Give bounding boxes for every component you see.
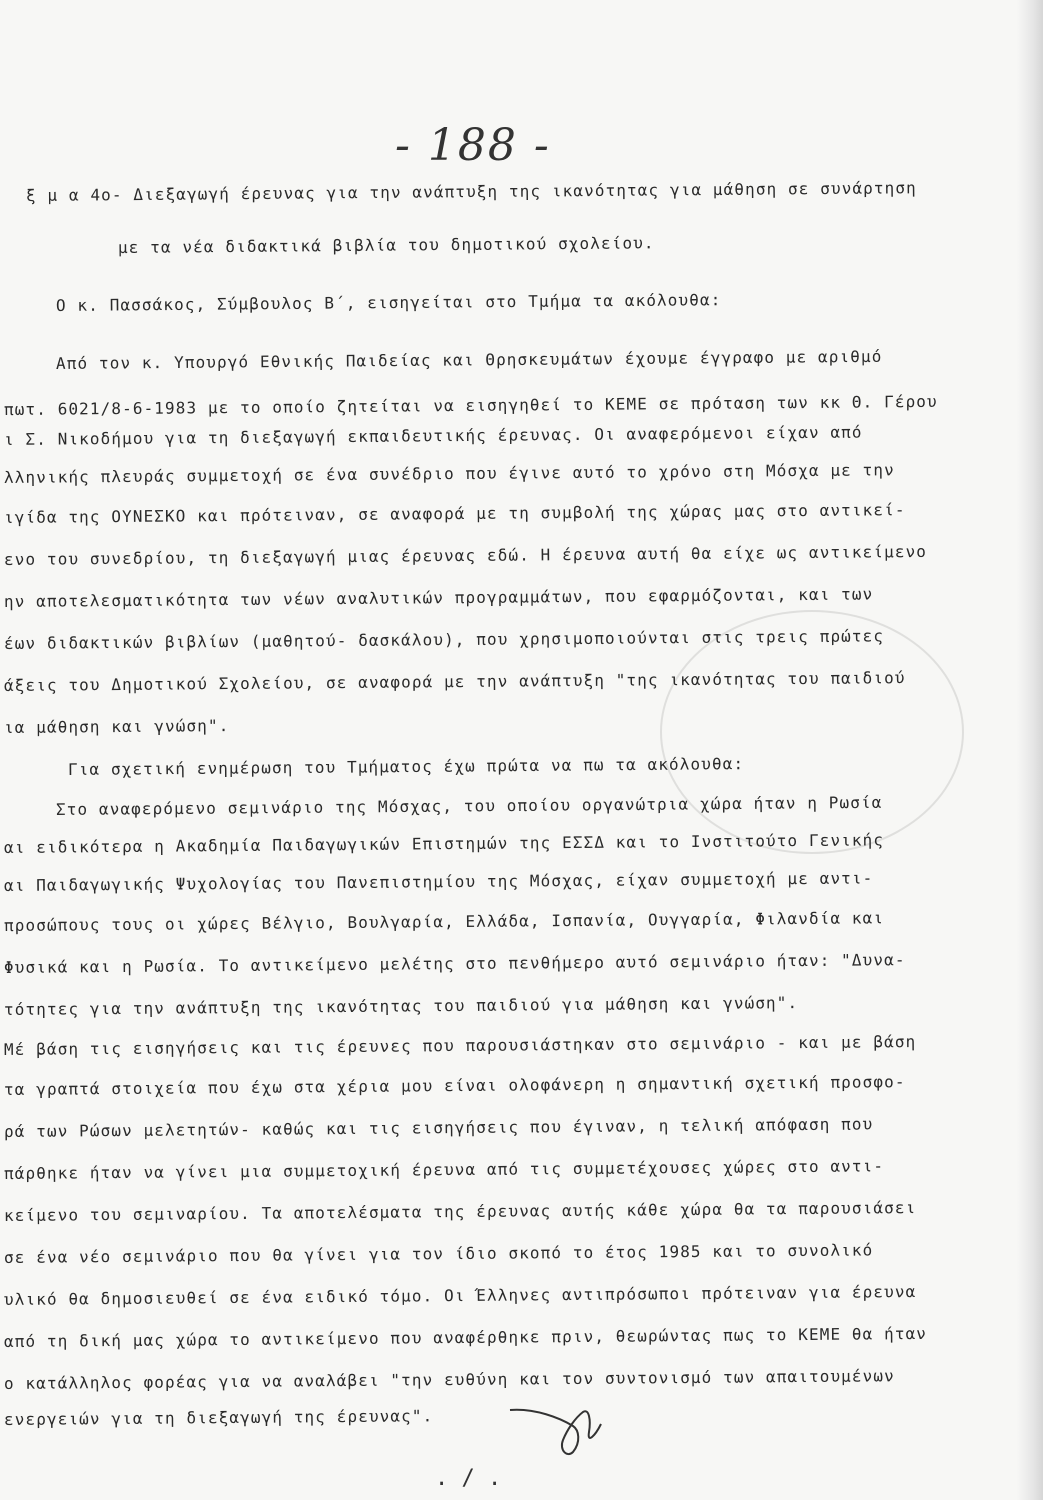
text-line: πάρθηκε ήταν να γίνει μια συμμετοχική έρευνα από τις συμμετέχουσες χώρες στο αντι- — [3, 1156, 885, 1183]
text-line: υλικό θα δημοσιευθεί σε ένα ειδικό τόμο. Οι Έλληνες αντιπρόσωποι πρότειναν για έρευνα — [3, 1282, 917, 1309]
text-line: Φυσικά και η Ρωσία. Το αντικείμενο μελέτης στο πενθήμερο αυτό σεμινάριο ήταν: "Δυνα- — [3, 950, 906, 977]
text-line: τότητες για την ανάπτυξη της ικανότητας του παιδιού για μάθηση και γνώση". — [3, 993, 799, 1019]
page-number: - 188 - — [395, 120, 551, 171]
text-line: ια μάθηση και γνώση". — [3, 716, 230, 737]
text-line: ρά των Ρώσων μελετητών- καθώς και τις εισηγήσεις που έγιναν, η τελική απόφαση που — [3, 1114, 874, 1141]
text-line: πωτ. 6021/8-6-1983 με το οποίο ζητείται να εισηγηθεί το ΚΕΜΕ σε πρόταση των κκ Θ. Γέρου — [3, 391, 938, 419]
text-line: έων διδακτικών βιβλίων (μαθητού- δασκάλου), που χρησιμοποιούνται στις τρεις πρώτες — [3, 626, 885, 653]
text-line: Από τον κ. Υπουργό Εθνικής Παιδείας και Θρησκευμάτων έχουμε έγγραφο με αριθμό — [55, 346, 883, 373]
text-line: Ο κ. Πασσάκος, Σύμβουλος Β΄, εισηγείται στο Τμήμα τα ακόλουθα: — [55, 290, 722, 315]
text-line: αι ειδικότερα η Ακαδημία Παιδαγωγικών Επιστημών της ΕΣΣΔ και το Ινστιτούτο Γενικής — [3, 830, 885, 857]
text-line: ενεργειών για τη διεξαγωγή της έρευνας". — [3, 1406, 434, 1429]
text-line: σε ένα νέο σεμινάριο που θα γίνει για τον ίδιο σκοπό το έτος 1985 και το συνολικό — [3, 1240, 874, 1267]
text-line: Μέ βάση τις εισηγήσεις και τις έρευνες που παρουσιάστηκαν στο σεμινάριο - και με βάση — [3, 1032, 917, 1059]
text-line: Στο αναφερόμενο σεμινάριο της Μόσχας, του οποίου οργανώτρια χώρα ήταν η Ρωσία — [55, 792, 883, 819]
page-edge-shadow — [1017, 0, 1043, 1500]
text-line: ενο του συνεδρίου, τη διεξαγωγή μιας έρευνας εδώ. Η έρευνα αυτή θα είχε ως αντικείμενο — [3, 541, 928, 569]
text-line: κείμενο του σεμιναρίου. Τα αποτελέσματα της έρευνας αυτής κάθε χώρα θα τα παρουσιάσει — [3, 1198, 917, 1225]
text-line: με τα νέα διδακτικά βιβλία του δημοτικού σχολείου. — [117, 233, 655, 257]
text-line: άξεις του Δημοτικού Σχολείου, σε αναφορά με την ανάπτυξη "της ικανότητας του παιδιού — [3, 668, 906, 695]
text-line: ξ μ α 4ο- Διεξαγωγή έρευνας για την ανάπτυξη της ικανότητας για μάθηση σε συνάρτηση — [25, 178, 917, 205]
text-line: ο κατάλληλος φορέας για να αναλάβει "την ευθύνη και τον συντονισμό των απαιτουμένων — [3, 1366, 895, 1393]
continuation-mark: . / . — [435, 1466, 502, 1491]
text-line: τα γραπτά στοιχεία που έχω στα χέρια μου είναι ολοφάνερη η σημαντική σχετική προσφο- — [3, 1072, 906, 1099]
signature-mark — [505, 1390, 615, 1460]
text-line: ι Σ. Νικοδήμου για τη διεξαγωγή εκπαιδευτικής έρευνας. Οι αναφερόμενοι είχαν από — [3, 422, 863, 449]
text-line: λληνικής πλευράς συμμετοχή σε ένα συνέδριο που έγινε αυτό το χρόνο στη Μόσχα με την — [3, 460, 895, 487]
text-line: προσώπους τους οι χώρες Βέλγιο, Βουλγαρία, Ελλάδα, Ισπανία, Ουγγαρία, Φιλανδία και — [3, 908, 885, 935]
text-line: ιγίδα της ΟΥΝΕΣΚΟ και πρότειναν, σε αναφορά με τη συμβολή της χώρας μας στο αντικεί- — [3, 500, 906, 527]
text-line: Για σχετική ενημέρωση του Τμήματος έχω πρώτα να πω τα ακόλουθα: — [67, 754, 745, 779]
text-line: ην αποτελεσματικότητα των νέων αναλυτικών προγραμμάτων, που εφαρμόζονται, και των — [3, 584, 874, 611]
text-line: αι Παιδαγωγικής Ψυχολογίας του Πανεπιστημίου της Μόσχας, είχαν συμμετοχή με αντι- — [3, 868, 874, 895]
text-line: από τη δική μας χώρα το αντικείμενο που αναφέρθηκε πριν, θεωρώντας πως το ΚΕΜΕ θα ήταν — [3, 1323, 928, 1351]
